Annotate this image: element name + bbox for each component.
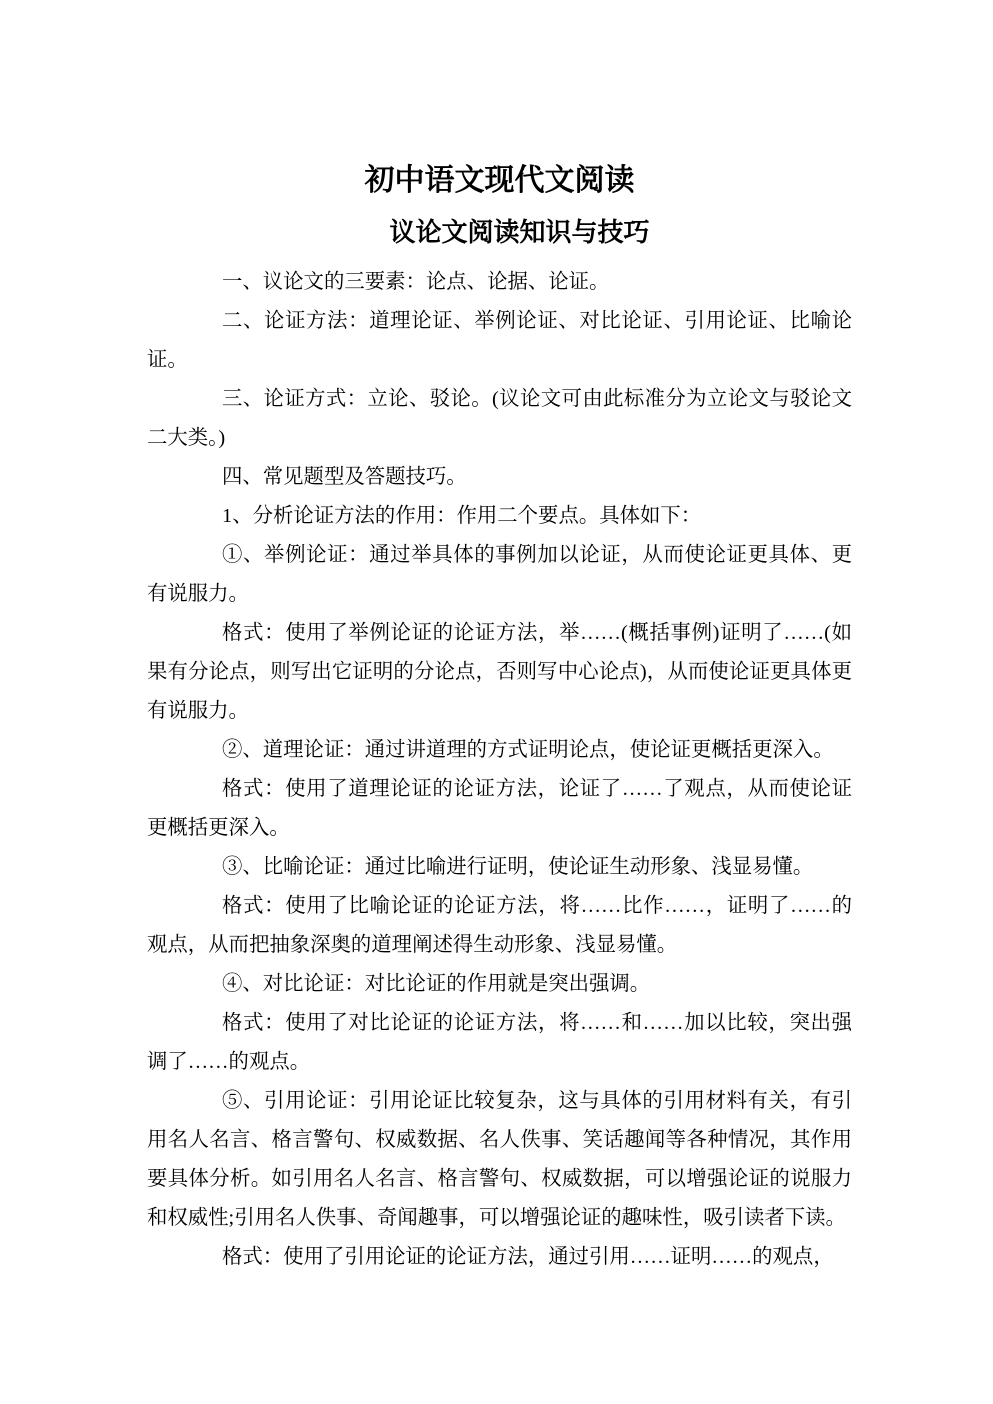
paragraph: ③、比喻论证：通过比喻进行证明，使论证生动形象、浅显易懂。 [222, 856, 814, 878]
paragraph: 格式：使用了举例论证的论证方法，举……(概括事例)证明了……(如果有分论点，则写出它证明的分论点，否则写中心论点)，从而使论证更具体更有说服力。 [147, 622, 852, 722]
paragraph: 格式：使用了道理论证的论证方法，论证了……了观点，从而使论证更概括更深入。 [147, 778, 852, 839]
paragraph: 格式：使用了比喻论证的论证方法，将……比作……，证明了……的观点，从而把抽象深奥的道理阐述得生动形象、浅显易懂。 [147, 895, 852, 956]
paragraph: ⑤、引用论证：引用论证比较复杂，这与具体的引用材料有关，有引用名人名言、格言警句、权威数据、名人佚事、笑话趣闻等各种情况，其作用要具体分析。如引用名人名言、格言警句、权威数据，可以增强论证的说服力和权威性;引用名人佚事、奇闻趣事，可以增强论证的趣味性，吸引读者下读。 [147, 1090, 852, 1229]
paragraph: 1、分析论证方法的作用：作用二个要点。具体如下： [222, 505, 702, 527]
paragraph: 格式：使用了对比论证的论证方法，将……和……加以比较，突出强调了……的观点。 [147, 1012, 852, 1073]
paragraph: 格式：使用了引用论证的论证方法，通过引用……证明……的观点， [222, 1246, 834, 1268]
paragraph: 一、议论文的三要素：论点、论据、论证。 [222, 271, 610, 293]
paragraph: 三、论证方式：立论、驳论。(议论文可由此标准分为立论文与驳论文二大类。) [147, 388, 852, 449]
paragraph: ②、道理论证：通过讲道理的方式证明论点，使论证更概括更深入。 [222, 739, 834, 761]
doc-body [147, 263, 852, 1277]
paragraph: 二、论证方法：道理论证、举例论证、对比论证、引用论证、比喻论证。 [147, 310, 852, 371]
paragraph: ①、举例论证：通过举具体的事例加以论证，从而使论证更具体、更有说服力。 [147, 544, 852, 605]
doc-subtitle: 议论文阅读知识与技巧 [389, 218, 650, 247]
paragraph: ④、对比论证：对比论证的作用就是突出强调。 [222, 973, 651, 995]
doc-title: 初中语文现代文阅读 [364, 164, 635, 197]
paragraph: 四、常见题型及答题技巧。 [222, 466, 467, 488]
